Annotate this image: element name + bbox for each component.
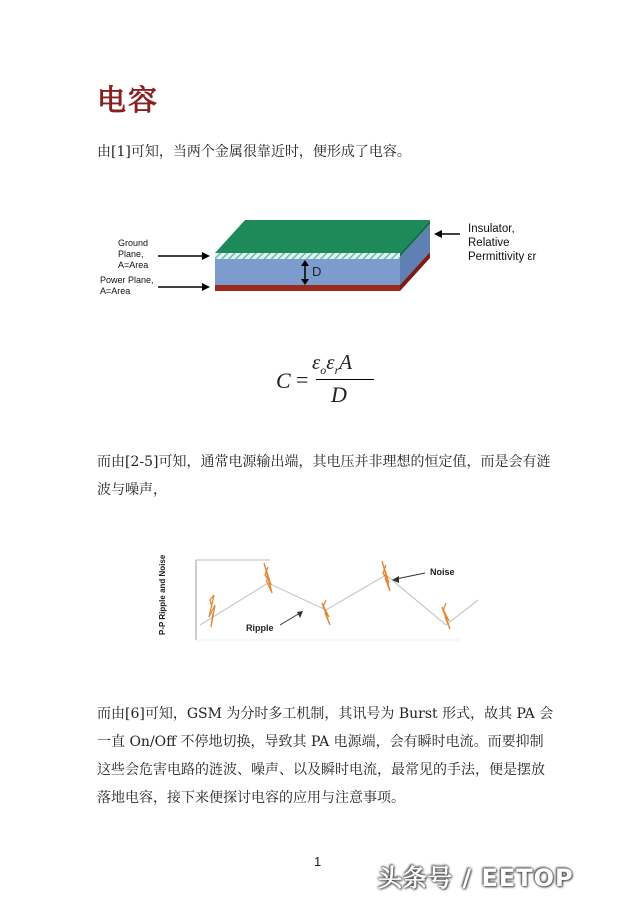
ground-plane-hatch	[215, 253, 400, 259]
power-plane-front	[215, 285, 400, 291]
paragraph-ripple: 而由[2-5]可知，通常电源输出端，其电压并非理想的恒定值，而是会有涟波与噪声，	[97, 454, 551, 498]
label-power-plane: Power Plane, A=Area	[100, 275, 154, 296]
capacitance-formula	[258, 346, 388, 416]
label-ripple: Ripple	[246, 623, 274, 633]
formula-lhs: C	[276, 368, 291, 393]
label-insulator: Insulator, Relative Permittivity εr	[468, 223, 537, 263]
noise-bursts	[209, 561, 450, 629]
axis-label-pp: P-P Ripple and Noise	[158, 554, 167, 635]
page-number: 1	[314, 854, 322, 869]
label-noise: Noise	[430, 567, 455, 577]
ripple-noise-diagram	[160, 545, 490, 655]
page-title: 电容	[97, 83, 160, 117]
formula-fraction-bar	[316, 379, 374, 380]
formula-denominator: D	[331, 382, 347, 407]
ripple-waveform	[160, 545, 490, 655]
paragraph-gsm: 而由[6]可知，GSM 为分时多工机制，其讯号为 Burst 形式，故其 PA 会一直 On/Off 不停地切换，导致其 PA 电源端，会有瞬时电流。而要抑制这些会危害电路的涟波、噪声、以及瞬时电流，最常见的手法，便是摆放落地电容，接下来便探讨电容的应用与注意事项。	[97, 706, 554, 806]
label-distance: D	[312, 264, 322, 279]
formula-equals: =	[296, 367, 309, 392]
paragraph-intro: 由[1]可知，当两个金属很靠近时，便形成了电容。	[97, 144, 411, 160]
formula-numerator: $\varepsilon_o\varepsilon_rA$	[312, 350, 353, 378]
ripple-line	[200, 575, 478, 625]
capacitor-diagram	[100, 210, 560, 310]
label-ground-plane: Ground Plane, A=Area	[118, 238, 149, 270]
watermark: 头条号 / EETOP	[378, 864, 574, 892]
ground-plane-top	[215, 220, 430, 253]
